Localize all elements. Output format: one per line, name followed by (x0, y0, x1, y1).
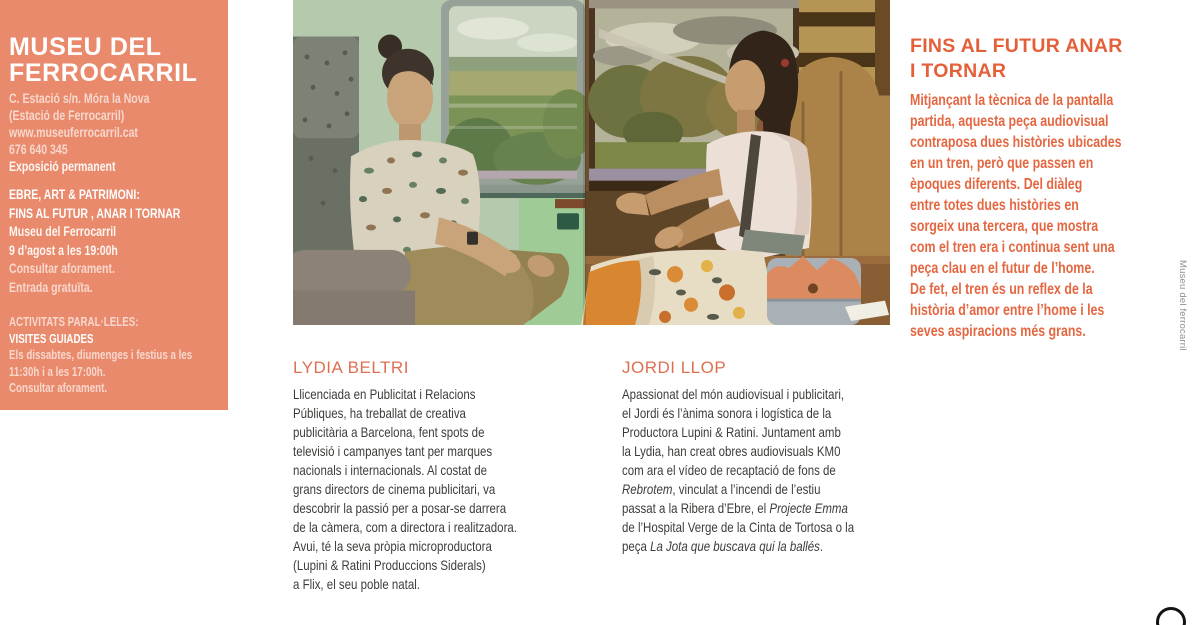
parallel-activities (9, 314, 229, 397)
bio-lydia (293, 358, 585, 594)
photo-credit-vertical: Museu del ferrocarril (1177, 260, 1188, 351)
text-line: Els dissabtes, diumenges i festius a les (9, 348, 193, 362)
text-line: De fet, el tren és un reflex de la (910, 281, 1093, 298)
text-line: Mitjançant la tècnica de la pantalla (910, 92, 1114, 109)
text-line: Rebrotem, vinculat a l’incendi de l’estiu (622, 481, 821, 497)
text-line: el Jordi és l’ànima sonora i logística de la (622, 405, 832, 421)
text-line: passat a la Ribera d’Ebre, el Projecte Emma (622, 500, 848, 516)
bio-jordi (622, 358, 914, 556)
museum-address (9, 90, 229, 175)
circle-glyph (1156, 607, 1186, 625)
text-line: Entrada gratuïta. (9, 279, 93, 295)
text-line: EBRE, ART & PATRIMONI: (9, 187, 140, 202)
sidebar-text (9, 90, 229, 397)
text-line: VISITES GUIADES (9, 331, 94, 346)
text-line: la Lydia, han creat obres audiovisuals KM0 (622, 443, 841, 459)
text-line: seves aspiracions més grans. (910, 323, 1086, 340)
text-line: Exposició permanent (9, 159, 116, 174)
text-line: com el tren era i continua sent una (910, 239, 1115, 256)
photo-left-modern-train (293, 0, 595, 325)
text-line: de la càmera, com a directora i realitzadora. (293, 519, 517, 535)
text-line: història d’amor entre l’home i les (910, 302, 1105, 319)
museum-title-line: FERROCARRIL (9, 59, 198, 87)
text-line: Apassionat del món audiovisual i publicitari, (622, 386, 845, 402)
text-line: Públiques, ha treballat de creativa (293, 405, 466, 421)
text-line: Museu del Ferrocarril (9, 224, 117, 239)
text-line: nacionals i internacionals. Al costat de (293, 462, 488, 478)
text-line: sorgeix una tercera, que mostra (910, 218, 1099, 235)
text-line: C. Estació s/n. Móra la Nova (9, 91, 150, 106)
text-line: èpoques diferents. Del diàleg (910, 176, 1083, 193)
text-line: a Flix, el seu poble natal. (293, 576, 420, 592)
text-line: de l’Hospital Verge de la Cinta de Tortosa o la (622, 519, 855, 535)
exhibition-photo-svg (293, 0, 890, 325)
text-line: Avui, té la seva pròpia microproductora (293, 538, 492, 554)
text-line: FINS AL FUTUR , ANAR I TORNAR (9, 205, 181, 221)
bio-name-jordi: JORDI LLOP (622, 358, 727, 377)
text-line: com ara el vídeo de recaptació de fons de (622, 462, 836, 478)
bio-name-lydia: LYDIA BELTRI (293, 358, 409, 377)
bio-body-lydia (293, 385, 585, 594)
exhibition-photo (293, 0, 890, 325)
photo-right-vintage-train (581, 0, 890, 325)
feature-column (910, 34, 1182, 342)
text-line: 676 640 345 (9, 142, 68, 157)
text-line: Llicenciada en Publicitat i Relacions (293, 386, 476, 402)
text-line: televisió i campanyes tant per marques (293, 443, 493, 459)
feature-title-line: I TORNAR (910, 60, 1007, 82)
text-line: partida, aquesta peça audiovisual (910, 113, 1109, 130)
text-line: en un tren, però que passen en (910, 155, 1094, 172)
text-line: contraposa dues històries ubicades (910, 134, 1122, 151)
text-line: (Estació de Ferrocarril) (9, 108, 125, 123)
text-line: Consultar aforament. (9, 381, 108, 395)
text-line: peça clau en el futur de l’home. (910, 260, 1095, 277)
text-line: (Lupini & Ratini Produccions Siderals) (293, 557, 486, 573)
link-url[interactable]: www.museuferrocarril.cat (9, 125, 138, 140)
text-line: 9 d’agost a les 19:00h (9, 242, 118, 258)
text-line: Consultar aforament. (9, 261, 115, 276)
text-line: ACTIVITATS PARAL·LELES: (9, 315, 139, 329)
text-line: grans directors de cinema publicitari, va (293, 481, 496, 497)
bio-body-jordi (622, 385, 914, 556)
text-line: peça La Jota que buscava qui la ballés. (622, 538, 824, 554)
text-line: descobrir la passió per a posar-se darrera (293, 500, 507, 516)
feature-body (910, 90, 1182, 342)
text-line: publicitària a Barcelona, fent spots de (293, 424, 485, 440)
text-line: Productora Lupini & Ratini. Juntament amb (622, 424, 841, 440)
text-line: 11:30h i a les 17:00h. (9, 364, 106, 379)
feature-title (910, 34, 1182, 84)
museum-title (9, 34, 228, 86)
museum-title-line: MUSEU DEL (9, 33, 162, 61)
text-line: entre totes dues històries en (910, 197, 1079, 214)
sidebar (0, 0, 228, 410)
feature-title-line: FINS AL FUTUR ANAR (910, 35, 1123, 57)
event-info (9, 186, 229, 297)
